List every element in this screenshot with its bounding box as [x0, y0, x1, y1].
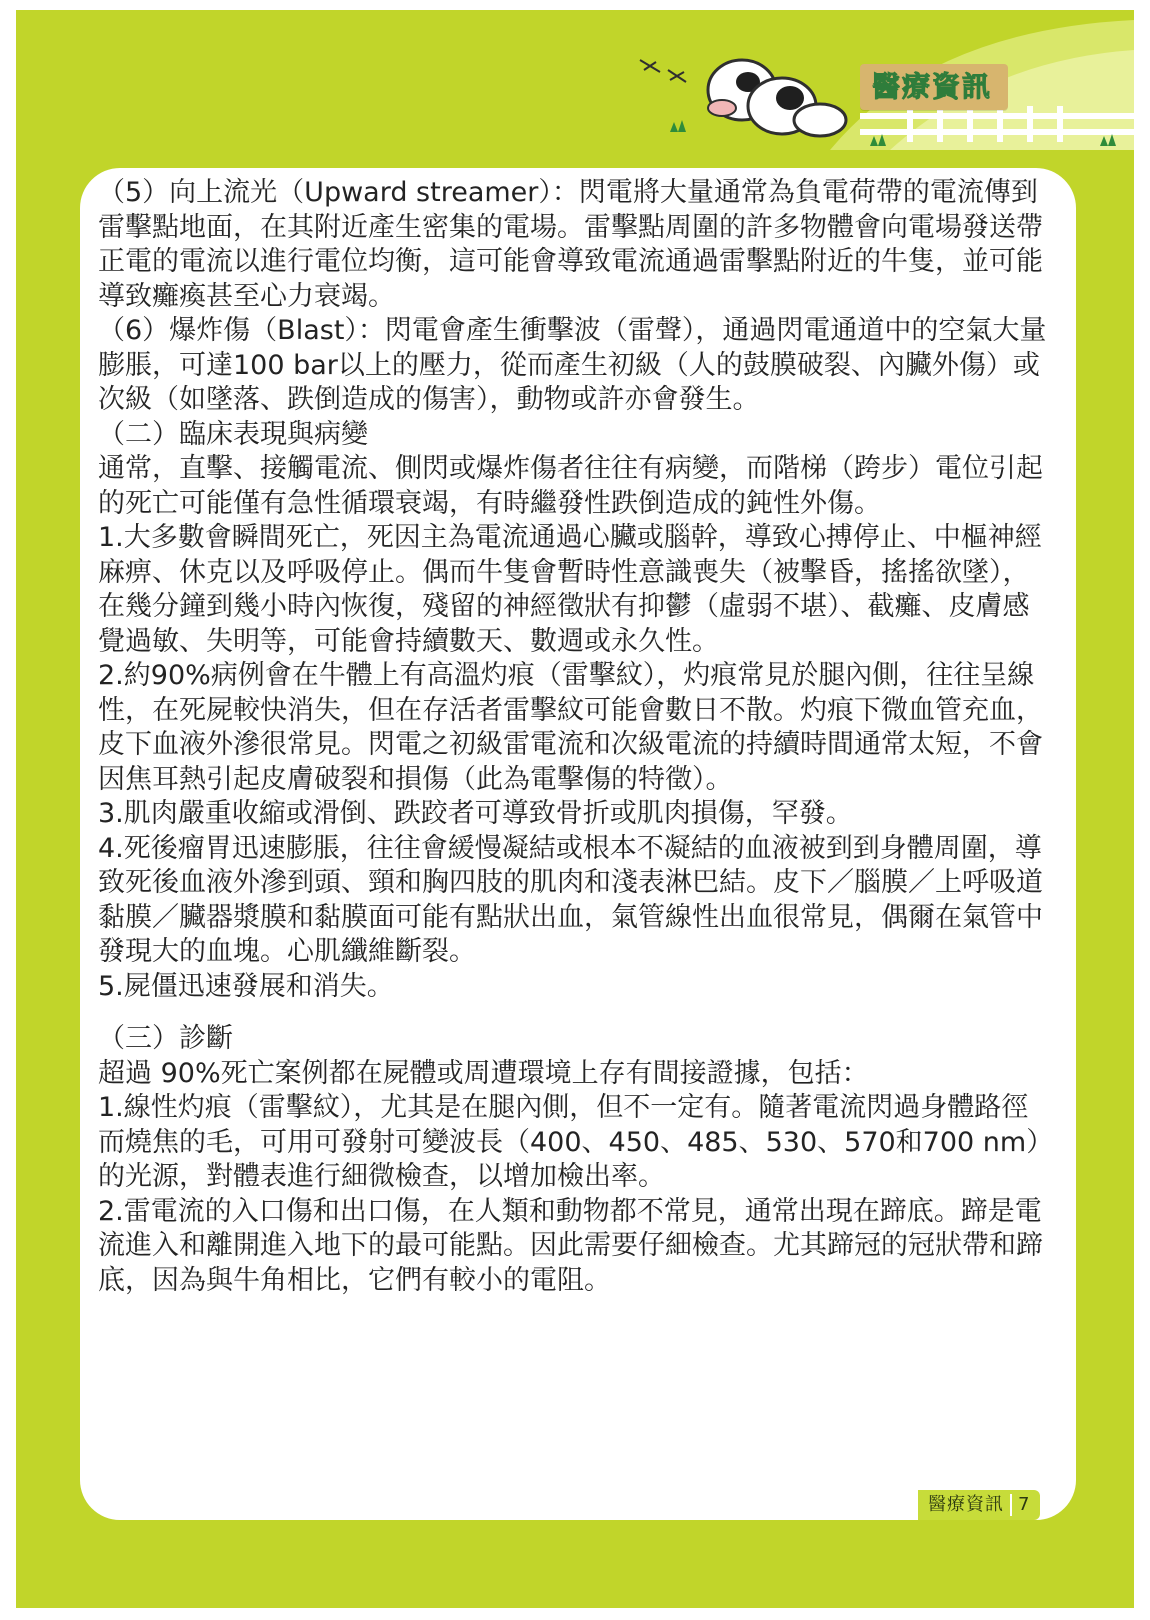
dragonfly-icon [640, 60, 686, 82]
paragraph-general-lesions: 通常，直擊、接觸電流、側閃或爆炸傷者往往有病變，而階梯（跨步）電位引起的死亡可能僅有急性循環衰竭，有時繼發性跌倒造成的鈍性外傷。 [98, 453, 1043, 519]
list-item-burn-marks: 2.約90%病例會在牛體上有高溫灼痕（雷擊紋），灼痕常見於腿內側，往往呈線性，在死屍較快消失，但在存活者雷擊紋可能會數日不散。灼痕下微血管充血，皮下血液外滲很常見。閃電之初級雷電流和次級電流的持續時間通常太短，不會因焦耳熱引起皮膚破裂和損傷（此為電擊傷的特徵）。 [98, 660, 1043, 795]
list-item-fractures: 3.肌肉嚴重收縮或滑倒、跌跤者可導致骨折或肌肉損傷，罕發。 [98, 798, 853, 829]
cow-icon [708, 60, 846, 136]
heading-diagnosis: （三）診斷 [98, 1023, 233, 1054]
section-gap [98, 1004, 1048, 1022]
section-title: 醫療資訊 [872, 70, 993, 103]
list-item-rigor-mortis: 5.屍僵迅速發展和消失。 [98, 970, 394, 1002]
list-item-postmortem-bloat: 4.死後瘤胃迅速膨脹，往往會緩慢凝結或根本不凝結的血液被到到身體周圍，導致死後血液外滲到頭、頸和胸四肢的肌肉和淺表淋巴結。皮下／腦膜／上呼吸道黏膜／臟器漿膜和黏膜面可能有點狀出血，氣管線性出血很常見，偶爾在氣管中發現大的血塊。心肌纖維斷裂。 [98, 832, 1043, 967]
paragraph-upward-streamer: （5）向上流光（Upward streamer）：閃電將大量通常為負電荷帶的電流傳到雷擊點地面，在其附近產生密集的電場。雷擊點周圍的許多物體會向電場發送帶正電的電流以進行電位均衡，這可能會導致電流通過雷擊點附近的牛隻，並可能導致癱瘓甚至心力衰竭。 [98, 177, 1043, 312]
article-body [98, 176, 1048, 1298]
page-number: 7 [1018, 1494, 1030, 1515]
list-item-linear-burns: 1.線性灼痕（雷擊紋），尤其是在腿內側，但不一定有。隨著電流閃過身體路徑而燒焦的毛，可用可發射可變波長（400、450、485、530、570和700 nm）的光源，對體表進行細微檢查，以增加檢出率。 [98, 1092, 1040, 1192]
paragraph-blast: （6）爆炸傷（Blast）：閃電會產生衝擊波（雷聲），通過閃電通道中的空氣大量膨脹，可達100 bar以上的壓力，從而產生初級（人的鼓膜破裂、內臟外傷）或次級（如墜落、跌倒造成的傷害），動物或許亦會發生。 [98, 315, 1047, 415]
list-item-entry-exit-wounds: 2.雷電流的入口傷和出口傷，在人類和動物都不常見，通常出現在蹄底。蹄是電流進入和離開進入地下的最可能點。因此需要仔細檢查。尤其蹄冠的冠狀帶和蹄底，因為與牛角相比，它們有較小的電阻。 [98, 1195, 1043, 1296]
heading-clinical-signs: （二）臨床表現與病變 [98, 418, 368, 450]
paragraph-indirect-evidence: 超過 90%死亡案例都在屍體或周遭環境上存有間接證據，包括： [98, 1057, 869, 1089]
list-item-sudden-death: 1.大多數會瞬間死亡，死因主為電流通過心臟或腦幹，導致心搏停止、中樞神經麻痹、休克以及呼吸停止。偶而牛隻會暫時性意識喪失（被擊昏，搖搖欲墜），在幾分鐘到幾小時內恢復，殘留的神經徵狀有抑鬱（虛弱不堪）、截癱、皮膚感覺過敏、失明等，可能會持續數天、數週或永久性。 [98, 522, 1042, 657]
footer-section-label: 醫療資訊 [928, 1494, 1004, 1515]
footer-divider [1010, 1494, 1012, 1516]
